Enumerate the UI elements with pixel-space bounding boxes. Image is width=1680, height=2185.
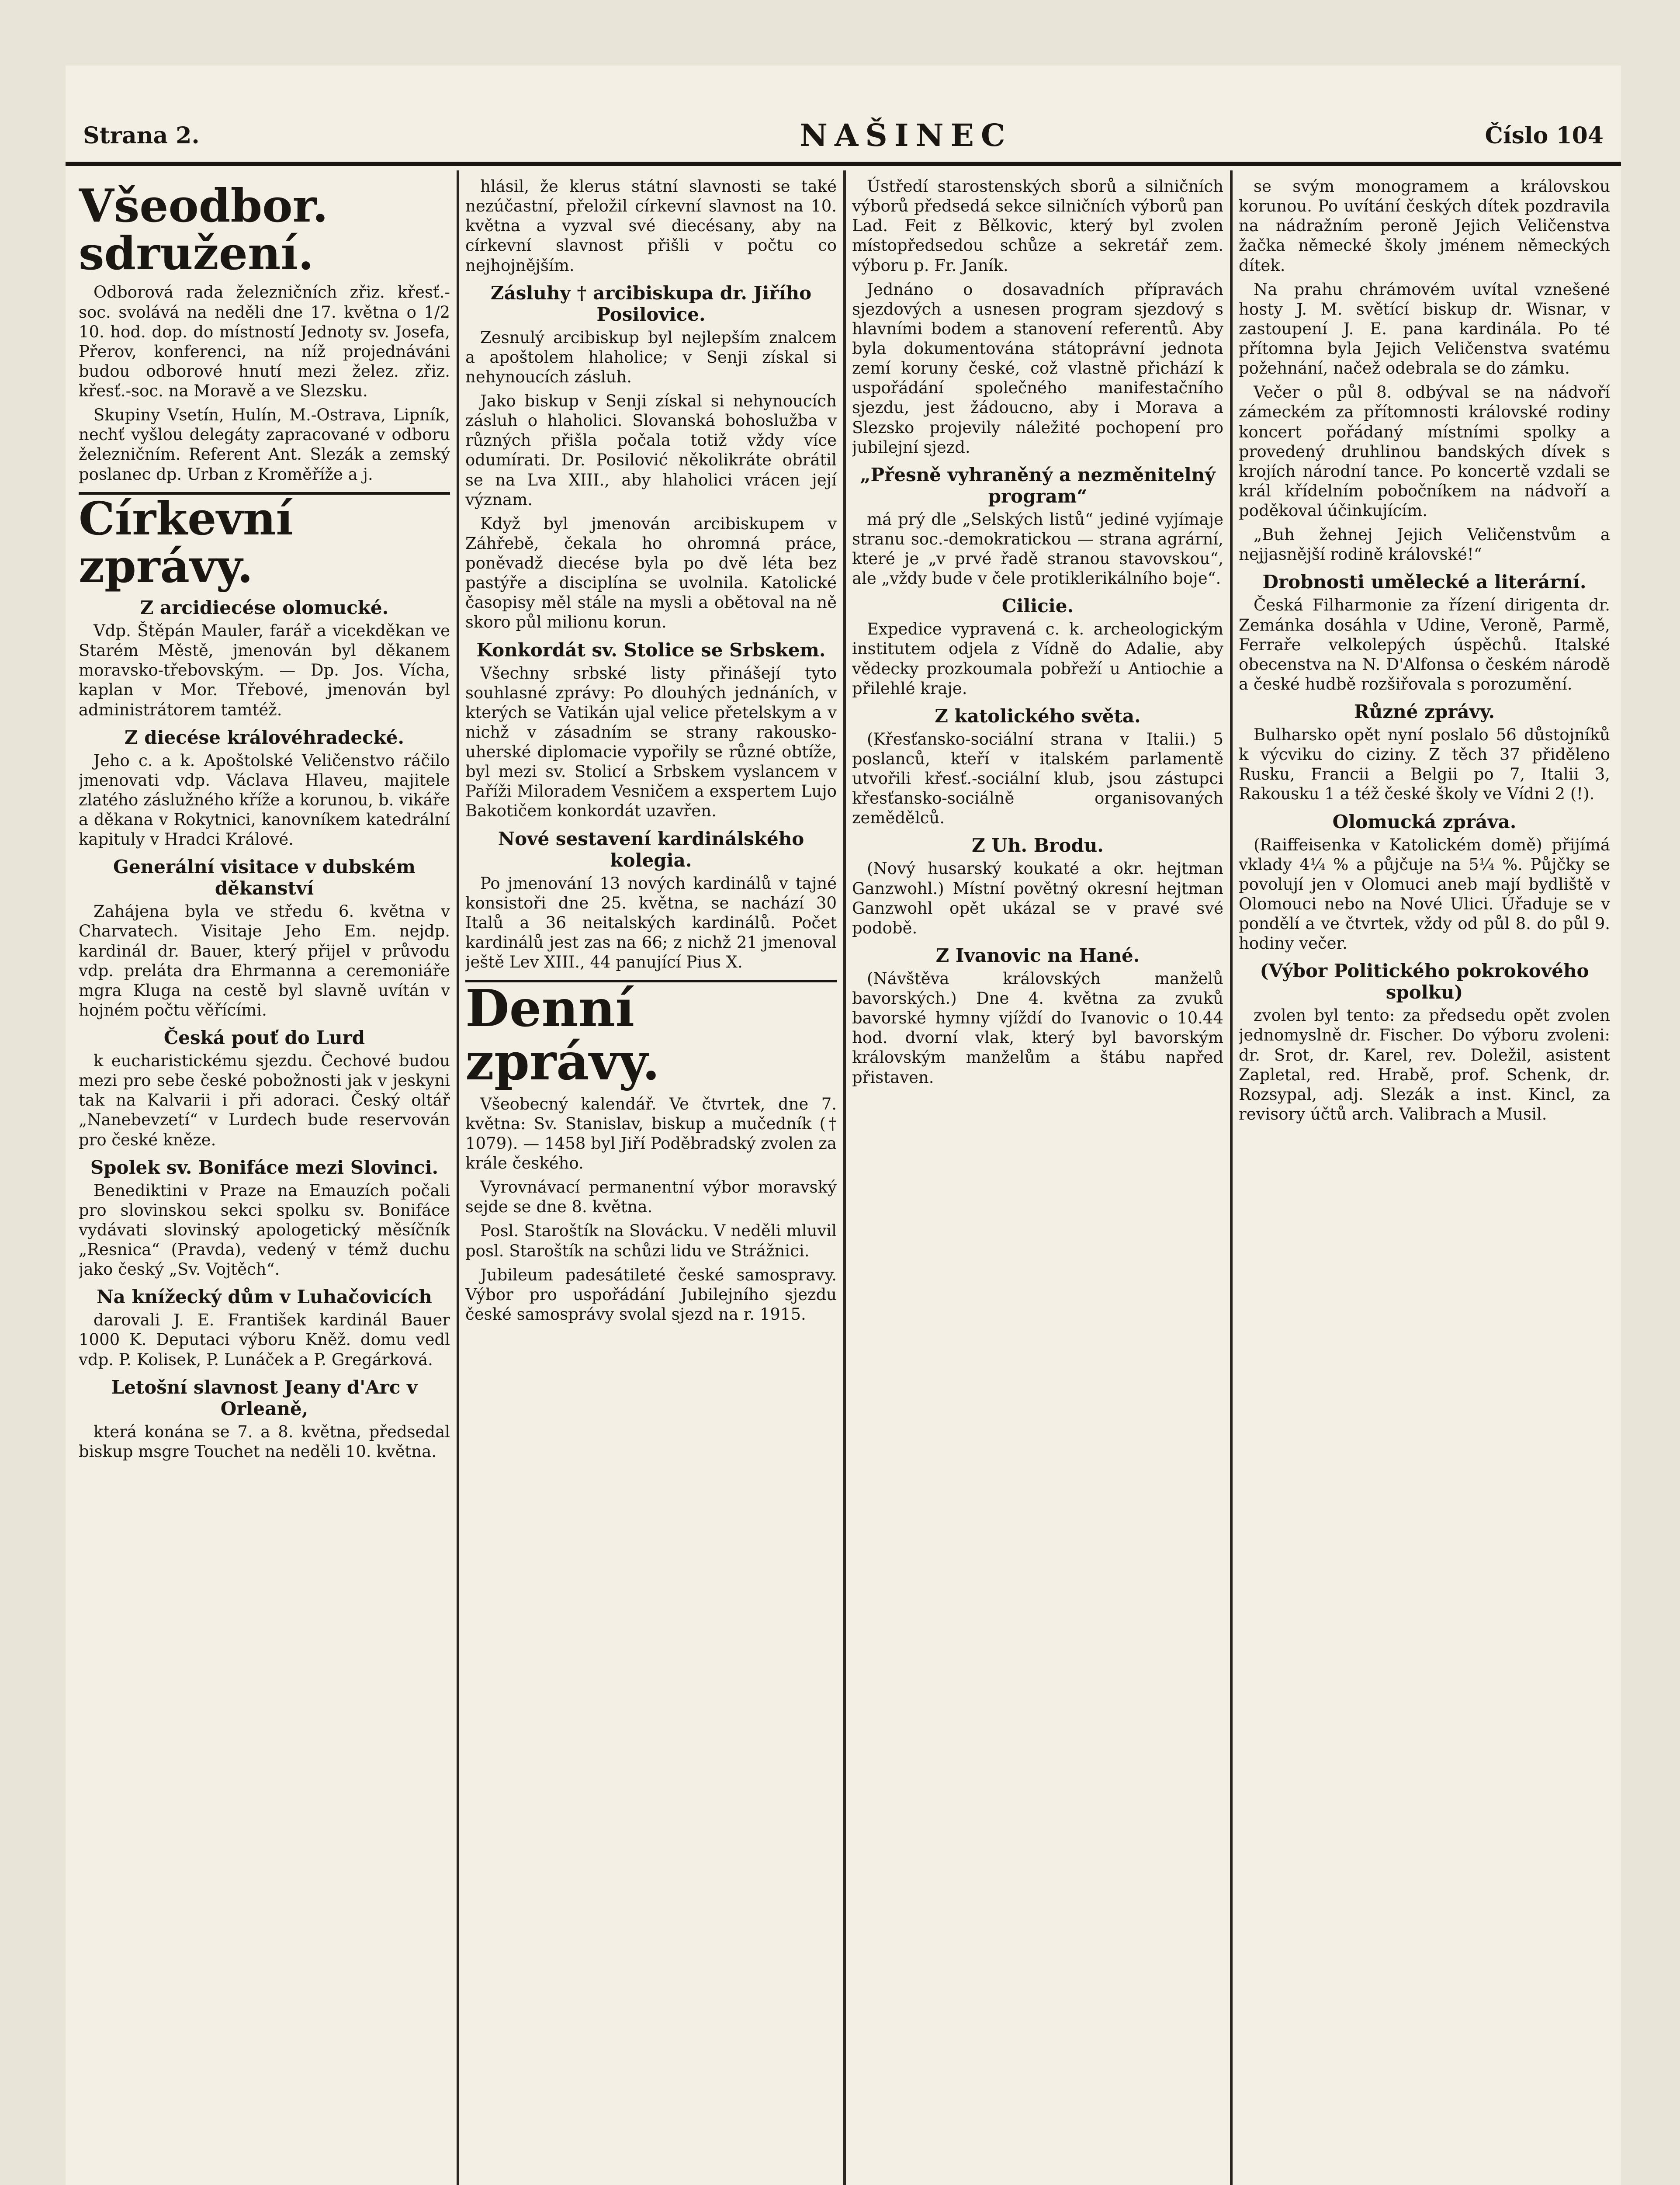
column-rule: [457, 170, 459, 2185]
item-body: Vdp. Štěpán Mauler, farář a vicekděkan ve Starém Městě, jmenován byl děkanem moravsko-třebovským. — Dp. Jos. Vícha, kaplan v Mor. Třebové, jmenován byl administrátorem tamtéž.: [79, 621, 450, 719]
column-1: [79, 175, 450, 2185]
column-rule: [1230, 170, 1233, 2185]
item-body: darovali J. E. František kardinál Bauer 1000 K. Deputaci výboru Kněž. domu vedl vdp. P. Kolisek, P. Lunáček a P. Gregárková.: [79, 1311, 450, 1369]
item-title: Spolek sv. Bonifáce mezi Slovinci.: [90, 1156, 439, 1178]
daily-item: Jubileum padesátileté české samospravy. Výbor pro uspořádání Jubilejního sjezdu české samosprávy svolal sjezd na r. 1915.: [465, 1265, 837, 1324]
item-title: Konkordát sv. Stolice se Srbskem.: [476, 639, 826, 661]
item-title: Nové sestavení kardinálského kolegia.: [498, 828, 804, 871]
column-4: [1239, 175, 1610, 2185]
item-title: Z katolického světa.: [935, 705, 1141, 727]
paragraph: Jako biskup v Senji získal si nehynoucích zásluh o hlaholici. Slovanská bohoslužba v různých přišla počala totiž vždy více odumírati. Dr. Posilović několikráte obrátil se na Lva XIII., aby hlaholici vrácen její význam.: [465, 392, 837, 509]
item-title: Na knížecký dům v Luhačovicích: [97, 1286, 432, 1308]
paragraph: Jednáno o dosavadních přípravách sjezdových a usnesen program sjezdový s hlavními bodem a stanovení referentů. Aby byla dokumentována státoprávní jednota zemí koruny české, což vlastně přichází k uspořádání společného manifestačního sjezdu, jest žádoucno, aby i Morava a Slezsko projevily náležité pochopení pro jubilejní sjezd.: [852, 280, 1223, 457]
paragraph: Odborová rada železničních zřiz. křesť.-soc. svolává na neděli dne 17. května o 1/2 10. hod. dop. do místností Jednoty sv. Josefa, Přerov, konferenci, na níž projednáváni budou odborové hnutí mezi želez. zřiz. křesť.-soc. na Moravě a ve Slezsku.: [79, 283, 450, 400]
section-title-church: Církevní zprávy.: [79, 492, 450, 590]
item-title: Různé zprávy.: [1354, 701, 1495, 722]
item-body: Bulharsko opět nyní poslalo 56 důstojníků k výcviku do ciziny. Z těch 37 přiděleno Rusku, Francii a Belgii po 7, Italii 3, Rakousku 1 a též české školy ve Vídni 2 (!).: [1239, 725, 1610, 804]
item-title: Zásluhy † arcibiskupa dr. Jiřího Posilovice.: [490, 282, 812, 325]
headline-odbor: Všeodbor. sdružení.: [79, 179, 329, 281]
item-body: Zahájena byla ve středu 6. května v Charvatech. Visitaje Jeho Em. nejdp. kardinál dr. Bauer, který přijel v průvodu vdp. preláta dra Ehrmanna a ceremoniáře mgra Kluga na cestě byl slavně uvítán v hojném počtu věřícími.: [79, 902, 450, 1020]
item-body: Po jmenování 13 nových kardinálů v tajné konsistoři dne 25. května, se nachází 30 Italů a 36 neitalských kardinálů. Počet kardinálů jest zas na 66; z nichž 21 jmenoval ještě Lev XIII., 44 panující Pius X.: [465, 874, 837, 971]
newspaper-title: NAŠINEC: [800, 117, 1012, 153]
item-body: (Křesťansko-sociální strana v Italii.) 5 poslanců, kteří v italském parlamentě utvořili křesť.-sociální klub, jsou zástupci křesťansko-sociálně organisovaných zemědělců.: [852, 729, 1223, 828]
paragraph: Ústředí starostenských sborů a silničních výborů předsedá sekce silničních výborů pan Lad. Feit z Bělkovic, který byl zvolen místopředsedou schůze a sekretář zem. výboru p. Fr. Janík.: [852, 177, 1223, 275]
item-body: (Návštěva královských manželů bavorských.) Dne 4. května za zvuků bavorské hymny vjíždí do Ivanovic o 10.44 hod. dvorní vlak, který byl bavorským královským manželům a štábu napřed přistaven.: [852, 969, 1223, 1087]
item-body: (Raiffeisenka v Katolickém domě) přijímá vklady 4¼ % a půjčuje na 5¼ %. Půjčky se povolují jen v Olomuci aneb mají bydliště v Olomouci nebo na Nové Ulici. Úřaduje se v pondělí a ve čtvrtek, vždy od půl 8. do půl 9. hodiny večer.: [1239, 835, 1610, 953]
paragraph: Skupiny Vsetín, Hulín, M.-Ostrava, Lipník, nechť vyšlou delegáty zapracované v odboru železničním. Referent Ant. Slezák a zemský poslanec dp. Urban z Kroměříže a j.: [79, 406, 450, 484]
item-title: Generální visitace v dubském děkanství: [113, 856, 416, 899]
item-body: která konána se 7. a 8. května, předsedal biskup msgre Touchet na neděli 10. května.: [79, 1422, 450, 1461]
issue-number: Číslo 104: [1485, 122, 1604, 149]
item-title: Z diecése královéhradecké.: [124, 726, 405, 748]
item-body: Zesnulý arcibiskup byl nejlepším znalcem a apoštolem hlaholice; v Senji získal si nehynoucích zásluh.: [465, 328, 837, 386]
item-body: Jeho c. a k. Apoštolské Veličenstvo ráčilo jmenovati vdp. Václava Hlaveu, majitele zlatého záslužného kříže a korunou, b. vikáře a děkana v Rokytnici, kanovníkem katedrální kapituly v Hradci Králové.: [79, 751, 450, 849]
daily-item: Posl. Staroštík na Slovácku. V neděli mluvil posl. Staroštík na schůzi lidu ve Strážnici.: [465, 1221, 837, 1260]
item-body: zvolen byl tento: za předsedu opět zvolen jednomyslně dr. Fischer. Do výboru zvoleni: dr. Srot, dr. Karel, rev. Doležil, asistent Zapletal, red. Hrabě, prof. Schenk, dr. Rozsypal, adj. Slezák a inst. Kincl, za revisory účtů arch. Valibrach a Musil.: [1239, 1006, 1610, 1124]
paragraph: hlásil, že klerus státní slavnosti se také nezúčastní, přeložil církevní slavnost na 10. května a vyzval své diecésany, aby na církevní slavnost přišli v počtu co nejhojnějším.: [465, 177, 837, 275]
paragraph: Na prahu chrámovém uvítal vznešené hosty J. M. světící biskup dr. Wisnar, v zastoupení J. E. pana kardinála. Po té přítomna byla Jejich Veličenstva svatému požehnání, načež odebrala se do zámku.: [1239, 280, 1610, 378]
column-2: [465, 175, 837, 2185]
item-body: má prý dle „Selských listů“ jediné vyjímaje stranu soc.-demokratickou — strana agrární, které je „v prvé řadě stranou stavovskou“, ale „vždy bude v čele protiklerikálního boje“.: [852, 510, 1223, 588]
item-title: Drobnosti umělecké a literární.: [1262, 571, 1586, 593]
item-title: (Výbor Politického pokrokového spolku): [1260, 960, 1589, 1003]
daily-item: Všeobecný kalendář. Ve čtvrtek, dne 7. května: Sv. Stanislav, biskup a mučedník († 1079). — 1458 byl Jiří Poděbradský zvolen za krále českého.: [465, 1094, 837, 1173]
item-body: Všechny srbské listy přinášejí tyto souhlasné zprávy: Po dlouhých jednáních, v kterých se Vatikán ujal velice přetelskym a v nichž v zásadním se strany rakousko-uherské diplomacie vypořily se různé obtíže, byl mezi sv. Stolicí a Srbskem vyslancem v Paříži Miloradem Vesničem a exspertem Lujo Bakotičem konkordát uzavřen.: [465, 663, 837, 821]
item-body: (Nový husarský koukaté a okr. hejtman Ganzwohl.) Místní povětný okresní hejtman Ganzwohl opět ukázal se v pravé své podobě.: [852, 859, 1223, 937]
paragraph: „Buh žehnej Jejich Veličenstvům a nejjasnější rodině královské!“: [1239, 525, 1610, 564]
paragraph: Když byl jmenován arcibiskupem v Záhřebě, čekala ho ohromná práce, poněvadž diecése byla po dvě léta bez pastýře a disciplína se uvolnila. Katolické časopisy měl stále na mysli a obětoval na ně skoro půl milionu korun.: [465, 514, 837, 632]
item-title: „Přesně vyhraněný a nezměnitelný program“: [860, 464, 1216, 507]
item-title: Česká pouť do Lurd: [163, 1027, 365, 1048]
column-3: [852, 175, 1223, 2185]
newspaper-page: [66, 66, 1621, 2185]
item-body: Expedice vypravená c. k. archeologickým institutem odjela z Vídně do Adalie, aby vědecky prozkoumala pobřeží u Antiochie a přilehlé kraje.: [852, 620, 1223, 698]
item-body: Česká Filharmonie za řízení dirigenta dr. Zemánka dosáhla v Udine, Veroně, Parmě, Ferraře velkolepých úspěchů. Italské obecenstva na N. D'Alfonsa o českém národě a české hudbě rozšiřovala s porozumění.: [1239, 596, 1610, 694]
column-rule: [843, 170, 846, 2185]
item-title: Z arcidiecése olomucké.: [140, 597, 389, 618]
page-header: [66, 109, 1621, 166]
item-title: Cilicie.: [1001, 595, 1074, 617]
section-title-daily: Denní zprávy.: [465, 980, 837, 1089]
paragraph: Večer o půl 8. odbýval se na nádvoří zámeckém za přítomnosti královské rodiny koncert pořádaný místními spolky a provedený druhlinou bandských dívek s krojích národní tance. Po koncertě vzdali se král křídelním pobočníkem na nádvoří a poděkoval účinkujícím.: [1239, 383, 1610, 520]
item-title: Letošní slavnost Jeany d'Arc v Orleaně,: [111, 1376, 418, 1419]
item-title: Olomucká zpráva.: [1332, 811, 1517, 832]
daily-item: Vyrovnávací permanentní výbor moravský sejde se dne 8. května.: [465, 1178, 837, 1217]
item-body: Benediktini v Praze na Emauzích počali pro slovinskou sekci spolku sv. Bonifáce vydávati slovinský apologetický měsíčník „Resnica“ (Pravda), vedený v témž duchu jako český „Sv. Vojtěch“.: [79, 1181, 450, 1279]
item-title: Z Ivanovic na Hané.: [935, 944, 1140, 966]
item-body: k eucharistickému sjezdu. Čechové budou mezi pro sebe české pobožnosti jak v jeskyni tak na Kalvarii i při adoraci. Český oltář „Nanebevzetí“ v Lurdech bude reservován pro české kněze.: [79, 1051, 450, 1149]
page-number: Strana 2.: [83, 122, 200, 149]
paragraph: se svým monogramem a královskou korunou. Po uvítání českých dítek pozdravila na nádražním peroně Jejich Veličenstva žačka německé školy jménem německých dítek.: [1239, 177, 1610, 275]
item-title: Z Uh. Brodu.: [972, 835, 1104, 857]
